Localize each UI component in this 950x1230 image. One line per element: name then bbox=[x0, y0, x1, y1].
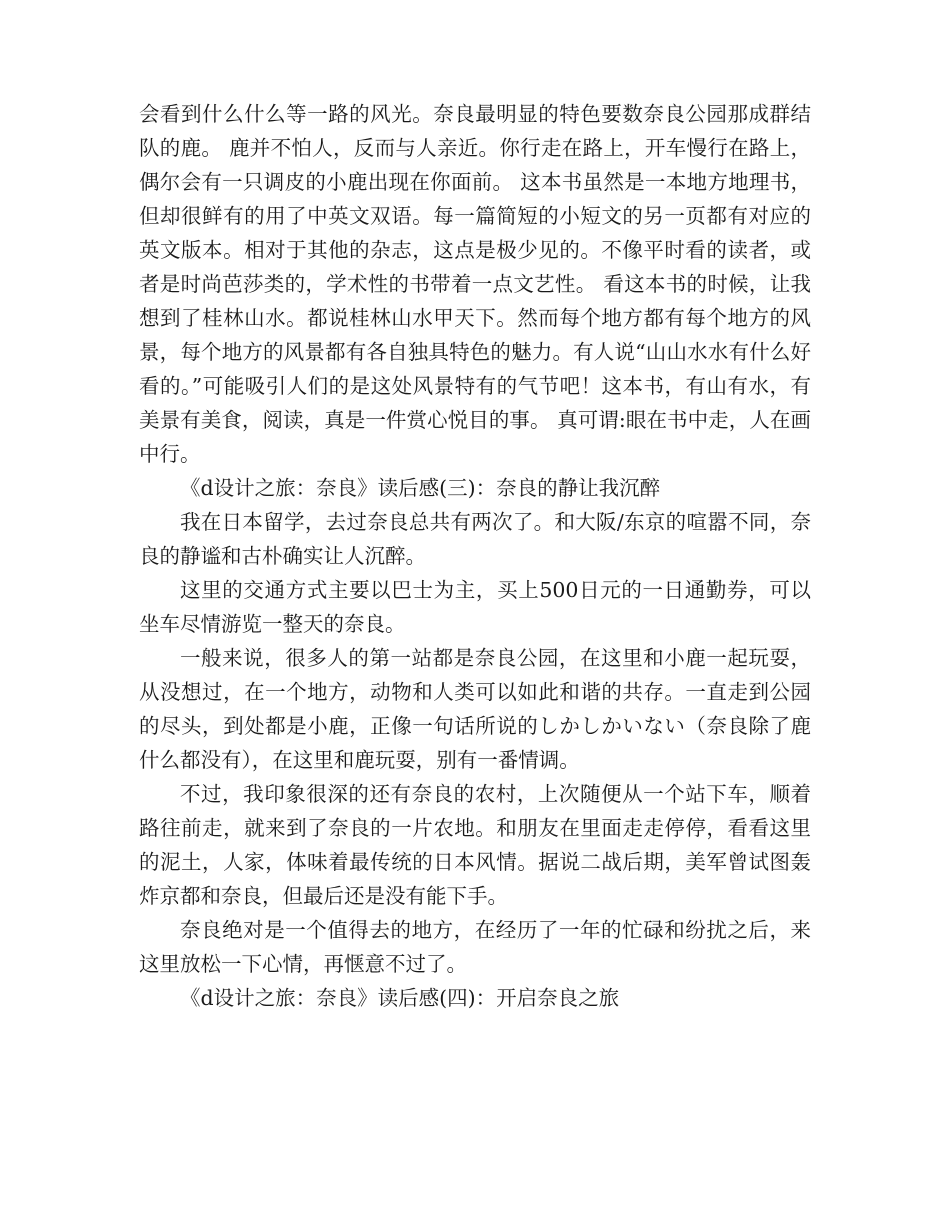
body-paragraph: 会看到什么什么等一路的风光。奈良最明显的特色要数奈良公园那成群结队的鹿。 鹿并不怕人，反而与人亲近。你行走在路上，开车慢行在路上，偶尔会有一只调皮的小鹿出现在你面前。 这本书虽然是一本地方地理书，但却很鲜有的用了中英文双语。每一篇简短的小短文的另一页都有对应的英文版本。相对于其他的杂志，这点是极少见的。不像平时看的读者，或者是时尚芭莎类的，学术性的书带着一点文艺性。 看这本书的时候，让我想到了桂林山水。都说桂林山水甲天下。然而每个地方都有每个地方的风景，每个地方的风景都有各自独具特色的魅力。有人说“山山水水有什么好看的。”可能吸引人们的是这处风景特有的气节吧！这本书，有山有水，有美景有美食，阅读，真是一件赏心悦目的事。 真可谓:眼在书中走，人在画中行。 bbox=[139, 102, 811, 466]
section-heading: 《d设计之旅：奈良》读后感(三)：奈良的静让我沉醉 bbox=[180, 476, 661, 500]
section-heading: 《d设计之旅：奈良》读后感(四)：开启奈良之旅 bbox=[180, 986, 620, 1010]
body-paragraph: 一般来说，很多人的第一站都是奈良公园，在这里和小鹿一起玩耍，从没想过，在一个地方，动物和人类可以如此和谐的共存。一直走到公园的尽头，到处都是小鹿，正像一句话所说的しかしかいない（奈良除了鹿什么都没有），在这里和鹿玩耍，别有一番情调。 bbox=[139, 646, 811, 772]
document-page bbox=[139, 97, 811, 1015]
body-paragraph: 这里的交通方式主要以巴士为主，买上500日元的一日通勤券，可以坐车尽情游览一整天的奈良。 bbox=[139, 578, 811, 636]
body-paragraph: 奈良绝对是一个值得去的地方，在经历了一年的忙碌和纷扰之后，来这里放松一下心情，再惬意不过了。 bbox=[139, 918, 811, 976]
body-paragraph: 我在日本留学，去过奈良总共有两次了。和大阪/东京的喧嚣不同，奈良的静谧和古朴确实让人沉醉。 bbox=[139, 510, 811, 568]
body-paragraph: 不过，我印象很深的还有奈良的农村，上次随便从一个站下车，顺着路往前走，就来到了奈良的一片农地。和朋友在里面走走停停，看看这里的泥土，人家，体味着最传统的日本风情。据说二战后期，美军曾试图轰炸京都和奈良，但最后还是没有能下手。 bbox=[139, 782, 811, 908]
